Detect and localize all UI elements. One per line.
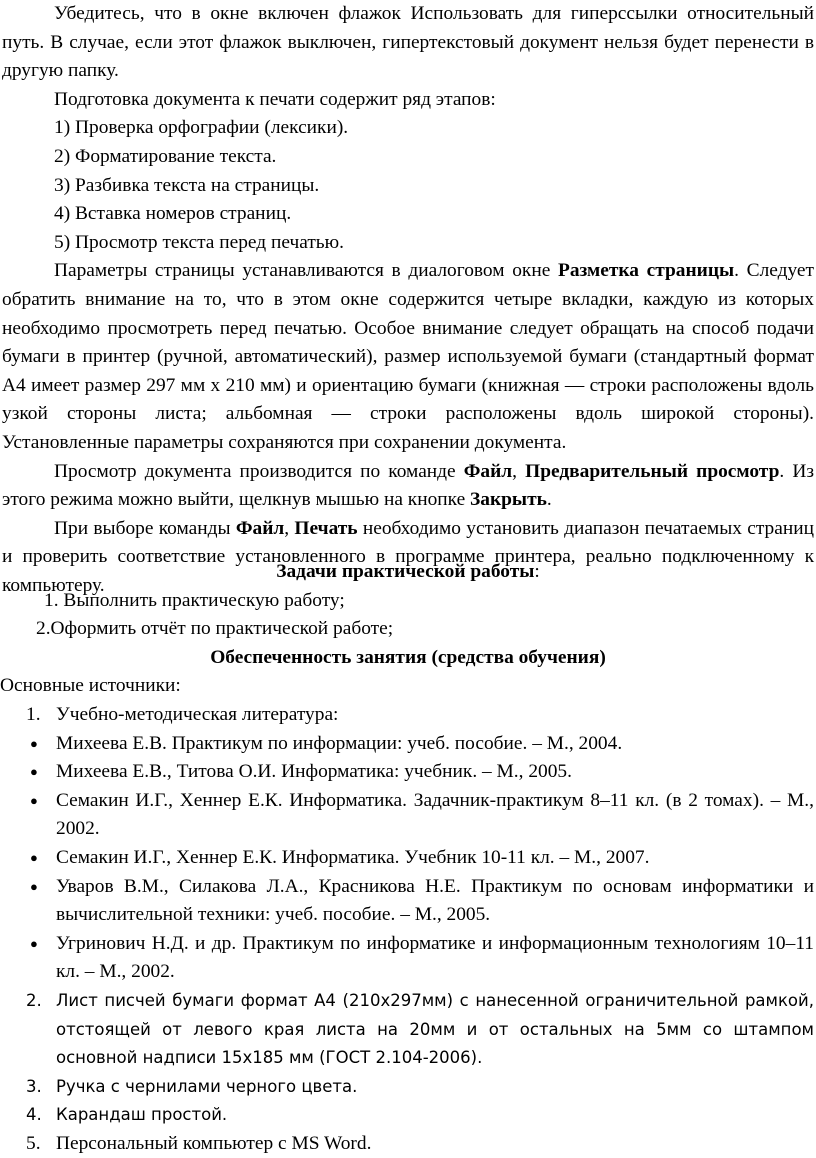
sources-label: Основные источники: [0,675,181,697]
tasks-heading-text: Задачи практической работы [276,561,535,582]
book-item [0,787,816,844]
book-text: Угринович Н.Д. и др. Практикум по информатике и информационным технологиям 10–11 кл. – М., 2002. [56,932,814,983]
book-text: Уваров В.М., Силакова Л.А., Красникова Н.Е. Практикум по основам информатики и вычислительной техники: учеб. пособие. – М., 2005. [56,875,814,926]
text-run: Параметры страницы устанавливаются в диалоговом окне [54,260,558,282]
book-item [0,758,816,787]
book-item [0,844,816,873]
bold-term-close: Закрыть [470,489,547,511]
tasks-heading [0,558,816,587]
intro-section [2,0,814,600]
bold-term-page-layout: Разметка страницы [557,260,735,282]
list-number: 3. [26,1076,42,1096]
list-item [0,701,816,730]
bold-term-preview: Предварительный просмотр [525,460,780,482]
book-item [0,730,816,759]
text-run: . [546,489,552,511]
book-text: Михеева Е.В., Титова О.И. Информатика: учебник. – М., 2005. [56,761,572,783]
text-run: . Из этого режима можно выйти, щелкнув мышью на кнопке [2,460,814,511]
text-run: При выборе команды [54,517,236,539]
book-item [0,873,816,930]
bold-term-file: Файл [463,460,513,482]
list-number: 5. [26,1132,41,1154]
bullet-icon: ● [30,935,38,951]
text-run: . Следует обратить внимание на то, что в этом окне содержится четыре вкладки, каждую из которых необходимо просмотреть перед печатью. Особое внимание следует обращать на способ подачи бумаги в принтер (ручной, автоматический), размер используемой бумаги (стандартный формат А4 имеет размер 297 мм х 210 мм) и ориентацию бумаги (книжная — строки расположены вдоль узкой стороны листа; альбомная — строки расположены вдоль широкой стороны). Установленные параметры сохраняются при сохранении документа. [2,260,815,453]
list-item [0,1073,816,1102]
book-text: Семакин И.Г., Хеннер Е.К. Информатика. Задачник-практикум 8–11 кл. (в 2 томах). – М., 2002. [56,789,814,840]
list-item-text: Лист писчей бумаги формат А4 (210х297мм) с нанесенной ограничительной рамкой, отстоящей от левого края листа на 20мм и от остальных на 5мм со штампом основной надписи 15х185 мм (ГОСТ 2.104-2006). [56,990,814,1068]
paragraph-print-steps-intro: Подготовка документа к печати содержит ряд этапов: [54,88,496,110]
bullet-icon: ● [30,878,38,894]
book-item [0,930,816,987]
list-item-text: Ручка с чернилами черного цвета. [56,1076,358,1096]
print-step: 2) Форматирование текста. [54,145,277,167]
bullet-icon: ● [30,849,38,865]
tasks-heading-colon: : [534,561,540,582]
list-item-text: Учебно-методическая литература: [56,703,339,725]
book-text: Михеева Е.В. Практикум по информации: учеб. пособие. – М., 2004. [56,732,623,754]
bullet-icon: ● [30,764,38,780]
print-step: 5) Просмотр текста перед печатью. [54,231,344,253]
text-run: , [284,517,295,539]
task-item: 2.Оформить отчёт по практической работе; [36,618,394,640]
paragraph-page-setup [2,257,814,457]
text-run: необходимо установить диапазон печатаемых страниц и проверить соответствие установленного в программе принтера, реально подключенному к компьютеру. [2,517,814,596]
bullet-icon: ● [30,735,38,751]
list-number: 4. [26,1105,42,1125]
tasks-section [0,558,816,1158]
list-item [0,987,816,1073]
provision-heading-text: Обеспеченность занятия (средства обучения) [210,646,606,668]
bold-term-print: Печать [294,517,358,539]
paragraph-preview [2,458,814,515]
print-step: 4) Вставка номеров страниц. [54,203,292,225]
list-item-text: Карандаш простой. [56,1105,228,1125]
bold-term-file: Файл [235,517,285,539]
print-step: 3) Разбивка текста на страницы. [54,174,320,196]
text-run: Просмотр документа производится по команде [54,460,464,482]
list-item [0,1130,816,1158]
list-item [0,1101,816,1130]
bullet-icon: ● [30,792,38,808]
print-step: 1) Проверка орфографии (лексики). [54,117,349,139]
provision-heading [0,644,816,673]
text-run: , [512,460,526,482]
book-text: Семакин И.Г., Хеннер Е.К. Информатика. Учебник 10-11 кл. – М., 2007. [56,846,650,868]
task-item: 1. Выполнить практическую работу; [44,589,345,611]
list-item-text: Персональный компьютер с MS Word. [56,1132,372,1154]
list-number: 2. [26,990,42,1010]
list-number: 1. [26,703,41,725]
paragraph-hyperlink-note: Убедитесь, что в окне включен флажок Использовать для гиперссылки относительный путь. В случае, если этот флажок выключен, гипертекстовый документ нельзя будет перенести в другую папку. [2,3,814,82]
